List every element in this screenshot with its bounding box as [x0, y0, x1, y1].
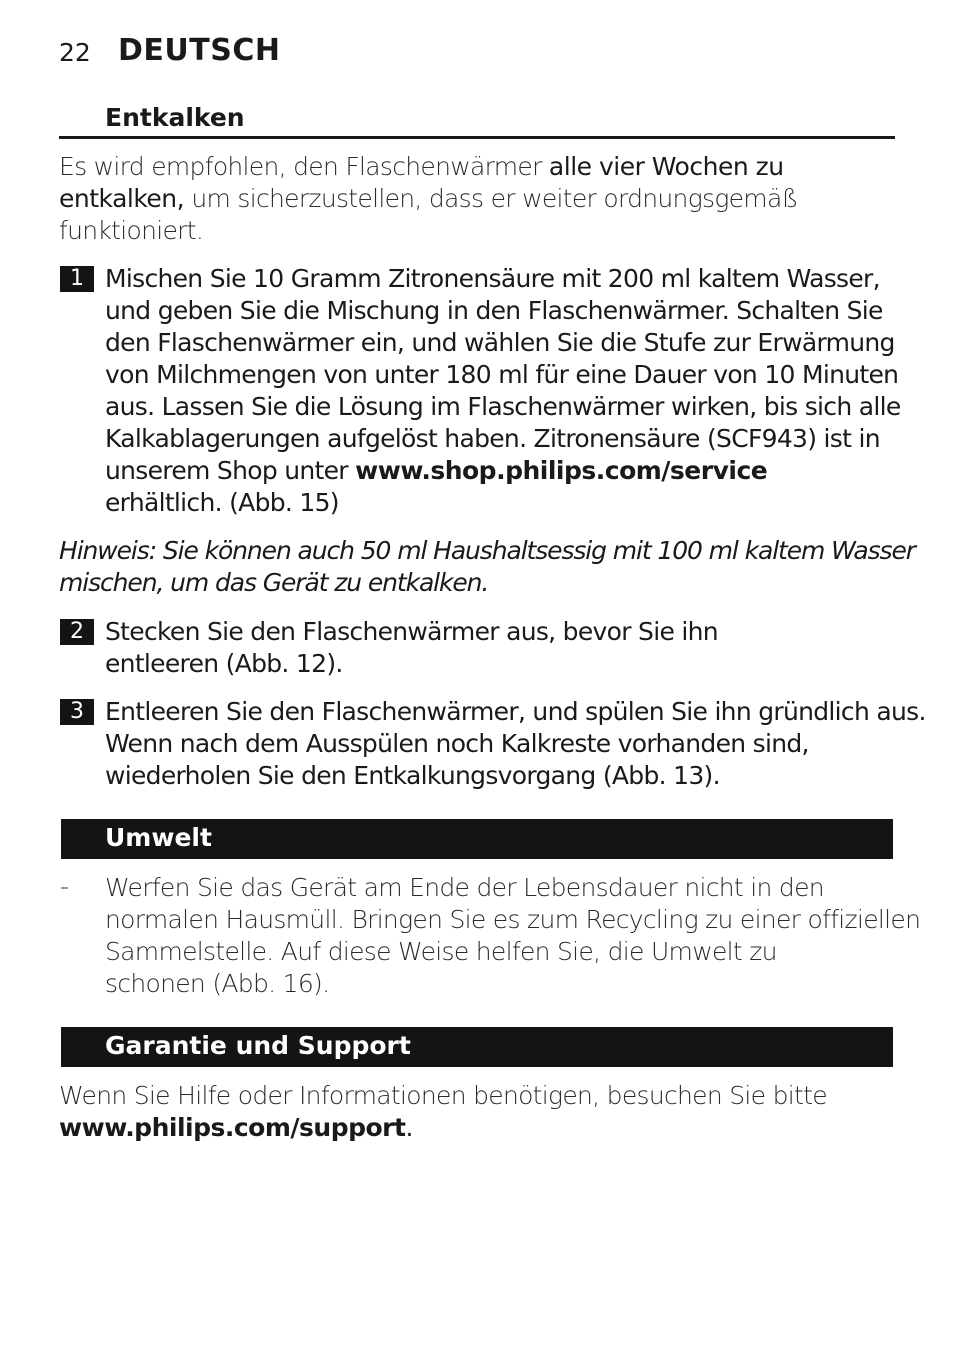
step-1-line-1: Mischen Sie 10 Gramm Zitronensäure mit 200 ml kaltem Wasser, [105, 264, 880, 293]
step-1-line-8: erhältlich. (Abb. 15) [105, 488, 339, 517]
step-1-line-6: Kalkablagerungen aufgelöst haben. Zitronensäure (SCF943) ist in [105, 424, 880, 453]
page-number: 22 [59, 38, 91, 67]
step-number-badge: 2 [60, 619, 94, 645]
support-line-2: www.philips.com/support. [59, 1113, 413, 1142]
step-number-badge: 1 [60, 266, 94, 292]
step-1-line-4: von Milchmengen von unter 180 ml für eine Dauer von 10 Minuten [105, 360, 899, 389]
section-heading-label: Garantie und Support [105, 1031, 411, 1060]
step-3-line-3: wiederholen Sie den Entkalkungsvorgang (Abb. 13). [105, 761, 720, 790]
language-title: DEUTSCH [118, 33, 281, 68]
intro-line-1: Es wird empfohlen, den Flaschenwärmer alle vier Wochen zu [59, 152, 784, 181]
support-link[interactable]: www.philips.com/support [59, 1113, 406, 1142]
step-2-line-2: entleeren (Abb. 12). [105, 649, 343, 678]
umwelt-line-3: Sammelstelle. Auf diese Weise helfen Sie, die Umwelt zu [105, 937, 777, 966]
step-1-line-5: aus. Lassen Sie die Lösung im Flaschenwärmer wirken, bis sich alle [105, 392, 901, 421]
umwelt-line-4: schonen (Abb. 16). [105, 969, 330, 998]
section-heading-umwelt [61, 819, 893, 859]
note-line-1: Hinweis: Sie können auch 50 ml Haushaltsessig mit 100 ml kaltem Wasser [59, 536, 915, 565]
bullet-dash: - [60, 872, 70, 901]
shop-link[interactable]: www.shop.philips.com/service [355, 456, 768, 485]
intro-line-3: funktioniert. [59, 216, 204, 245]
intro-line-2: entkalken, um sicherzustellen, dass er weiter ordnungsgemäß [59, 184, 798, 213]
note-line-2: mischen, um das Gerät zu entkalken. [59, 568, 489, 597]
step-1-line-2: und geben Sie die Mischung in den Flaschenwärmer. Schalten Sie [105, 296, 883, 325]
step-3-line-1: Entleeren Sie den Flaschenwärmer, und spülen Sie ihn gründlich aus. [105, 697, 926, 726]
step-number-badge: 3 [60, 699, 94, 725]
umwelt-line-1: Werfen Sie das Gerät am Ende der Lebensdauer nicht in den [105, 873, 824, 902]
step-2-line-1: Stecken Sie den Flaschenwärmer aus, bevor Sie ihn [105, 617, 718, 646]
support-line-1: Wenn Sie Hilfe oder Informationen benötigen, besuchen Sie bitte [59, 1081, 827, 1110]
step-1-line-3: den Flaschenwärmer ein, und wählen Sie die Stufe zur Erwärmung [105, 328, 895, 357]
umwelt-line-2: normalen Hausmüll. Bringen Sie es zum Recycling zu einer offiziellen [105, 905, 921, 934]
section-heading-entkalken [59, 100, 895, 139]
section-heading-label: Entkalken [105, 103, 245, 132]
step-1-line-7: unserem Shop unter www.shop.philips.com/service [105, 456, 768, 485]
section-heading-label: Umwelt [105, 823, 212, 852]
step-3-line-2: Wenn nach dem Ausspülen noch Kalkreste vorhanden sind, [105, 729, 809, 758]
section-heading-support [61, 1027, 893, 1067]
